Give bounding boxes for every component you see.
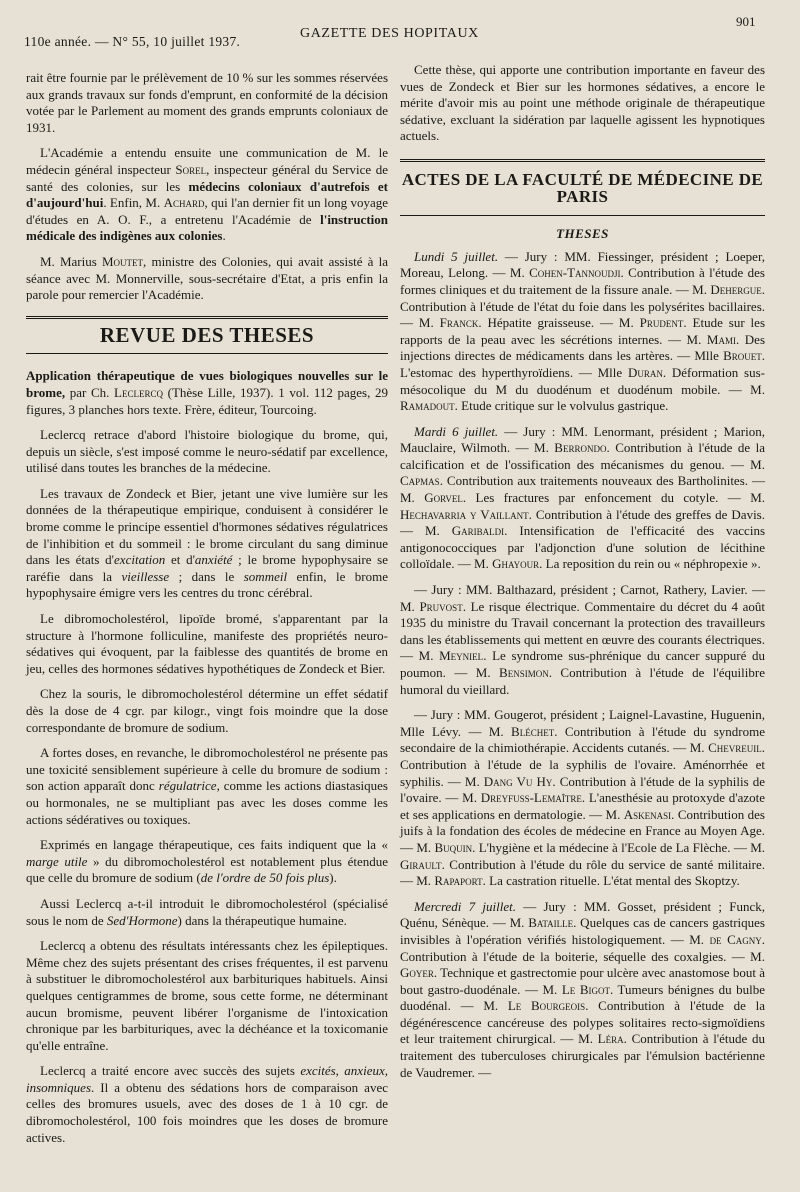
theses-entry-mardi-jury-2: — Jury : MM. Balthazard, président ; Carnot, Rathery, Lavier. — M. Pruvost. Le risque électrique. Commentaire du décret du 4 août 1935 du ministre du Travail concernant la protection des travailleurs dans les établissements qui mettent en œuvre des courants électriques. — M. Meyniel. Le syndrome sus-phrénique du cancer suppuré du poumon. — M. Bensimon. Contribution à l'étude de l'équilibre humoral du vieillard. xyxy=(400,582,765,697)
these-conclusion: Cette thèse, qui apporte une contribution importante en faveur des vues de Zondeck et Bier sur les hormones sédatives, a encore le mérite d'avoir mis au point une méthode originale de thérapeutique sédative, excluant la sidération par laquelle agissent les hypnotiques actuels. xyxy=(400,62,765,144)
article-paragraph: Aussi Leclercq a-t-il introduit le dibromocholestérol (spécialisé sous le nom de Sed'Hormone) dans la thérapeutique humaine. xyxy=(26,895,388,928)
theses-subtitle: THESES xyxy=(556,226,609,242)
actes-faculte-title: ACTES DE LA FACULTÉ DE MÉDECINE DE PARIS xyxy=(401,169,764,206)
theses-entry-mardi: Mardi 6 juillet. — Jury : MM. Lenormant, président ; Marion, Mauclaire, Wilmoth. — M. Berrondo. Contribution à l'étude de la calcification et de l'ossification des mécanismes du genou. — M. Capmas. Contribution aux traitements nouveaux des Bartholinites. — M. Gorvel. Les fractures par enfoncement du cotyle. — M. Hechavarria y Vaillant. Contribution à l'étude des greffes de Davis. — M. Garibaldi. Intensification de l'efficacité des vaccins antigonococciques par l'adjonction d'une solution de lécithine colloïdale. — M. Ghayour. La reposition du rein ou « néphropexie ». xyxy=(400,423,766,572)
title-underline xyxy=(26,353,388,354)
article-paragraph: Exprimés en langage thérapeutique, ces faits indiquent que la « marge utile » du dibromocholestérol est notablement plus étendue que celle du bromure de sodium (de l'ordre de 50 fois plus). xyxy=(26,837,388,886)
article-heading: Application thérapeutique de vues biologiques nouvelles sur le brome, par Ch. Leclercq (Thèse Lille, 1937). 1 vol. 112 pages, 29 figures, 3 planches hors texte. Frère, éditeur, Tourcoing. xyxy=(26,368,388,417)
article-paragraph: Leclercq a obtenu des résultats intéressants chez les épileptiques. Même chez des sujets présentant des crises fréquentes, il est parvenu à substituer le dibromocholestérol aux barbituriques habituels. Ainsi quelques centigrammes de brome, sous cette forme, ne déterminant aucun bromisme, peuvent libérer l'organisme de l'intoxication chronique par les barbituriques, avec la déchéance et la toxicomanie qu'elle entraîne. xyxy=(26,938,388,1053)
theses-entry-mardi-jury-3: — Jury : MM. Gougerot, président ; Laignel-Lavastine, Huguenin, Mlle Lévy. — M. Bléchet. Contribution à l'étude du syndrome secondaire de la chimiothérapie. Accidents cutanés. — M. Chevreuil. Contribution à l'étude de la syphilis de l'ovaire. Aménorrhée et syphilis. — M. Dang Vu Hy. Contribution à l'étude de la syphilis de l'ovaire. — M. Dreyfuss-Lemaître. L'anesthésie au protoxyde d'azote et ses applications en dermatologie. — M. Askenasi. Contribution des juifs à la fondation des écoles de médecine en France au Moyen Age. — M. Buquin. L'hygiène et la médecine à l'Ecole de La Flèche. — M. Girault. Contribution à l'étude du rôle du service de santé militaire. — M. Rapaport. La castration rituelle. L'état mental des Skoptzy. xyxy=(400,707,766,889)
article-paragraph: A fortes doses, en revanche, le dibromocholestérol ne présente pas une toxicité sensiblement supérieure à celle du bromure de sodium : son action apparaît donc régulatrice, comme les actions diastasiques ou hormonales, ne se multipliant pas avec les doses comme les actions sédératives ou toxiques. xyxy=(26,745,388,827)
article-paragraph: Le dibromocholestérol, lipoïde bromé, s'apparentant par la structure à l'hormone folliculine, manifeste des propriétés neuro-sédatives qui évoquent, par la faiblesse des quantités de brome en jeu, celles des hormones sédatives hypothétiques de Zondeck et Bier. xyxy=(26,611,388,676)
left-column xyxy=(26,70,388,1155)
article-paragraph: Leclercq retrace d'abord l'histoire biologique du brome, qui, depuis un siècle, s'est imposé comme le neuro-sédatif par excellence, utilisé dans toutes les branches de la médecine. xyxy=(26,427,388,476)
article-paragraph: Chez la souris, le dibromocholestérol détermine un effet sédatif dès la dose de 4 cgr. par kilogr., vingt fois moindre que la dose correspondante de bromure de sodium. xyxy=(26,686,388,735)
right-column xyxy=(400,62,765,1090)
academie-paragraph-1: rait être fournie par le prélèvement de 10 % sur les sommes réservées aux grands travaux sur fonds d'emprunt, en conformité de la décision votée par le Parlement au moment des grands emprunts coloniaux de 1931. xyxy=(26,70,388,135)
theses-entry-mercredi: Mercredi 7 juillet. — Jury : MM. Gosset, président ; Funck, Quénu, Sénèque. — M. Bataille. Quelques cas de cancers gastriques invisibles à l'opération vérifiés histologiquement. — M. de Cagny. Contribution à l'étude de la boiterie, séquelle des coxalgies. — M. Goyer. Technique et gastrectomie pour ulcère avec anastomose bout à bout gastro-duodénale. — M. Le Bigot. Tumeurs bénignes du bulbe duodénal. — M. Le Bourgeois. Contribution à l'étude de la dégénérescence cancéreuse des polypes solitaires recto-sigmoïdiens et leur traitement chirurgical. — M. Léra. Contribution à l'étude du traitement des tuberculoses chirurgicales par l'émulsion bactérienne de Vaudremer. — xyxy=(400,898,766,1080)
academie-paragraph-2: L'Académie a entendu ensuite une communication de M. le médecin général inspecteur Sorel, inspecteur général du Service de santé des colonies, sur les médecins coloniaux d'autrefois et d'aujourd'hui. Enfin, M. Achard, qui l'an dernier fit un long voyage d'études en A. O. F., a entretenu l'Académie de l'instruction médicale des indigènes aux colonies. xyxy=(26,145,388,244)
article-paragraph: Les travaux de Zondeck et Bier, jetant une vive lumière sur les données de la thérapeutique empirique, conduisent à considérer le brome comme le principe essentiel d'hormones sédatives régulatrices de l'inhibition et du sommeil : le brome circulant du sang diminue dans les états d'excitation et d'anxiété ; le brome hypophysaire se raréfie dans la vieillesse ; dans le sommeil enfin, le brome hypophysaire émigre vers les centres du tronc cérébral. xyxy=(26,485,389,601)
academie-paragraph-3: M. Marius Moutet, ministre des Colonies, qui avait assisté à la séance avec M. Monnerville, sous-secrétaire d'Etat, a pris enfin la parole pour remercier l'Académie. xyxy=(26,253,388,303)
page-number: 901 xyxy=(736,14,756,29)
section-divider xyxy=(26,316,388,319)
revue-theses-title: REVUE DES THESES xyxy=(99,322,315,347)
issue-info: 110e année. — N° 55, 10 juillet 1937. xyxy=(24,34,241,49)
title-underline xyxy=(400,215,765,216)
section-divider xyxy=(400,159,765,162)
journal-title: GAZETTE DES HOPITAUX xyxy=(300,26,479,41)
article-paragraph: Leclercq a traité encore avec succès des sujets excités, anxieux, insomniques. Il a obtenu des sédations hors de comparaison avec celles des bromures usuels, avec des doses de 1 à 10 cgr. de dibromocholestérol, 100 fois moindres que les doses de bromure actives. xyxy=(26,1063,388,1145)
theses-entry-lundi: Lundi 5 juillet. — Jury : MM. Fiessinger, président ; Loeper, Moreau, Lelong. — M. Cohen-Tannoudji. Contribution à l'étude des formes cliniques et du traitement de la fissure anale. — M. Dehergue. Contribution à l'étude de l'état du foie dans les polysérites bacillaires. — M. Franck. Hépatite graisseuse. — M. Prudent. Etude sur les rapports de la peau avec les sécrétions internes. — M. Mami. Des injections directes de médicaments dans les artères. — Mlle Brouet. L'estomac des hyperthyroïdiens. — Mlle Duran. Déformation sus-mésocolique du M du duodénum et duodénum mobile. — M. Ramadout. Etude critique sur le volvulus gastrique. xyxy=(400,248,766,414)
